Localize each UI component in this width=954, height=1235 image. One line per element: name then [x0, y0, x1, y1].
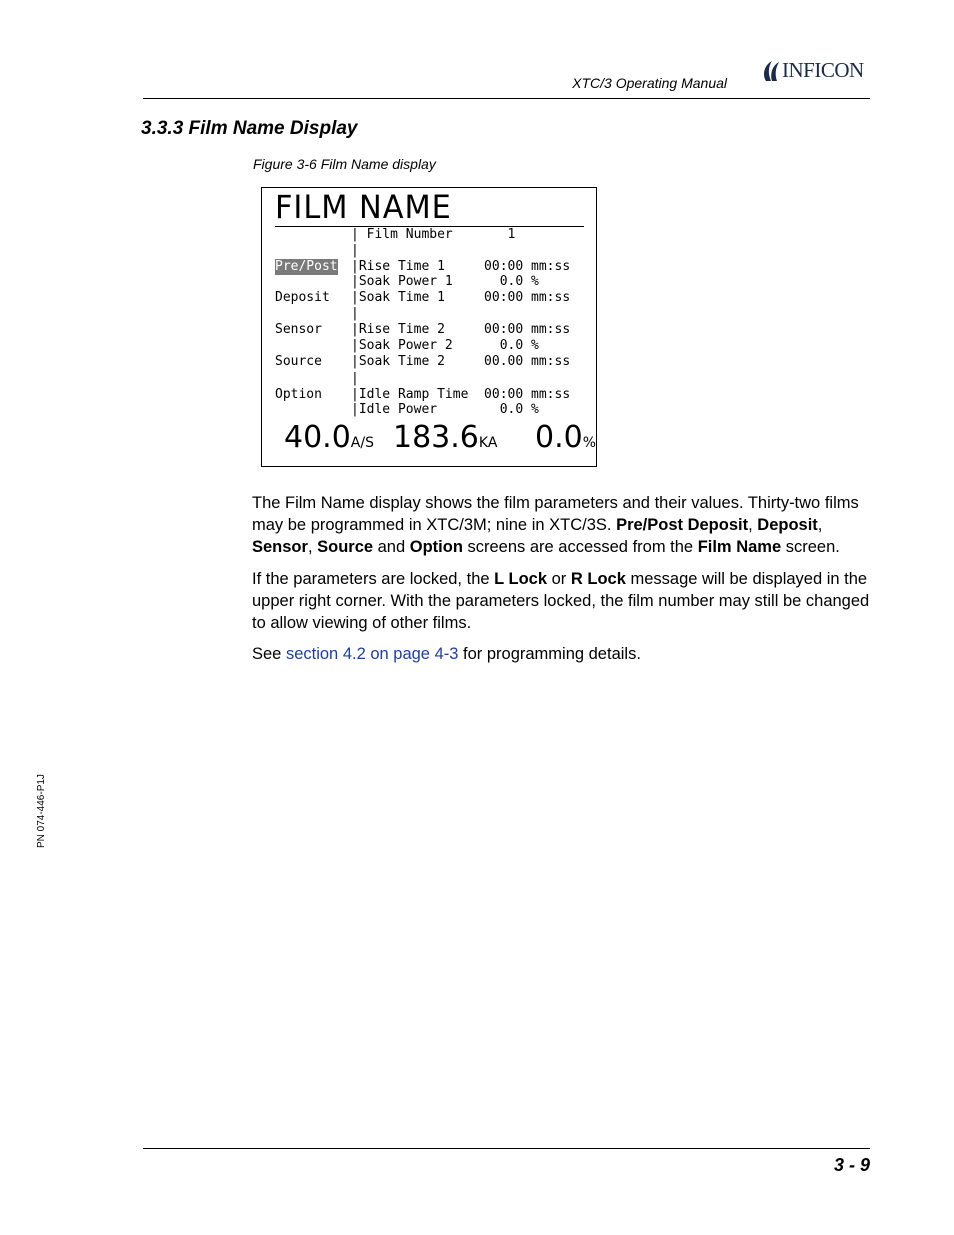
- screen-menu-item[interactable]: Source: [275, 354, 322, 369]
- thickness-readout: 183.6KA: [393, 420, 498, 455]
- inficon-logo: [760, 58, 864, 83]
- section-heading: 3.3.3 Film Name Display: [141, 118, 358, 139]
- screen-parameter: |: [351, 306, 359, 321]
- screen-title: FILM NAME: [275, 188, 452, 226]
- rate-readout: 40.0A/S: [284, 420, 374, 455]
- screen-menu-item[interactable]: Option: [275, 387, 322, 402]
- film-name-screen: [261, 187, 597, 467]
- screen-menu-item[interactable]: Pre/Post: [275, 259, 338, 274]
- part-number: PN 074-446-P1J: [36, 774, 47, 848]
- power-readout: 0.0%: [535, 420, 597, 455]
- figure-caption: Figure 3-6 Film Name display: [253, 156, 436, 172]
- paragraph-lock: If the parameters are locked, the L Lock or R Lock message will be displayed in the upper right corner. With the parameters locked, the film number may still be changed to allow viewing of other films.: [252, 570, 870, 632]
- paragraph-film-name: The Film Name display shows the film parameters and their values. Thirty-two films may be programmed in XTC/3M; nine in XTC/3S. Pre/Post Deposit, Deposit, Sensor, Source and Option screens are accessed from the Film Name screen.: [252, 494, 859, 556]
- screen-parameter: |: [351, 371, 359, 386]
- thickness-unit: KA: [478, 435, 498, 451]
- rate-unit: A/S: [350, 435, 374, 451]
- screen-menu-item[interactable]: Sensor: [275, 322, 322, 337]
- screen-readouts: [262, 420, 598, 460]
- inficon-swoosh-icon: [760, 59, 780, 83]
- paragraph-see-also: See section 4.2 on page 4-3 for programming details.: [252, 645, 641, 663]
- page-number: 3 - 9: [833, 1155, 870, 1175]
- screen-parameter: |Rise Time 2 00:00 mm:ss: [351, 322, 571, 337]
- header-rule: [143, 98, 870, 99]
- screen-parameter: |Idle Ramp Time 00:00 mm:ss: [351, 387, 571, 402]
- screen-parameter: |Soak Power 2 0.0 %: [351, 338, 539, 353]
- screen-parameter: |Soak Time 1 00:00 mm:ss: [351, 290, 571, 305]
- footer-rule: [143, 1148, 870, 1149]
- screen-parameter: |Soak Power 1 0.0 %: [351, 274, 539, 289]
- screen-parameter: |Idle Power 0.0 %: [351, 402, 539, 417]
- power-unit: %: [582, 435, 597, 451]
- screen-parameter: |Rise Time 1 00:00 mm:ss: [351, 259, 571, 274]
- screen-parameter: |Soak Time 2 00.00 mm:ss: [351, 354, 571, 369]
- screen-parameter: |: [351, 243, 359, 258]
- logo-wordmark: INFICON: [782, 58, 864, 82]
- screen-parameter: | Film Number 1: [351, 227, 516, 242]
- header-title: XTC/3 Operating Manual: [572, 75, 727, 91]
- screen-menu-item[interactable]: Deposit: [275, 290, 330, 305]
- section-link[interactable]: section 4.2 on page 4-3: [285, 645, 459, 663]
